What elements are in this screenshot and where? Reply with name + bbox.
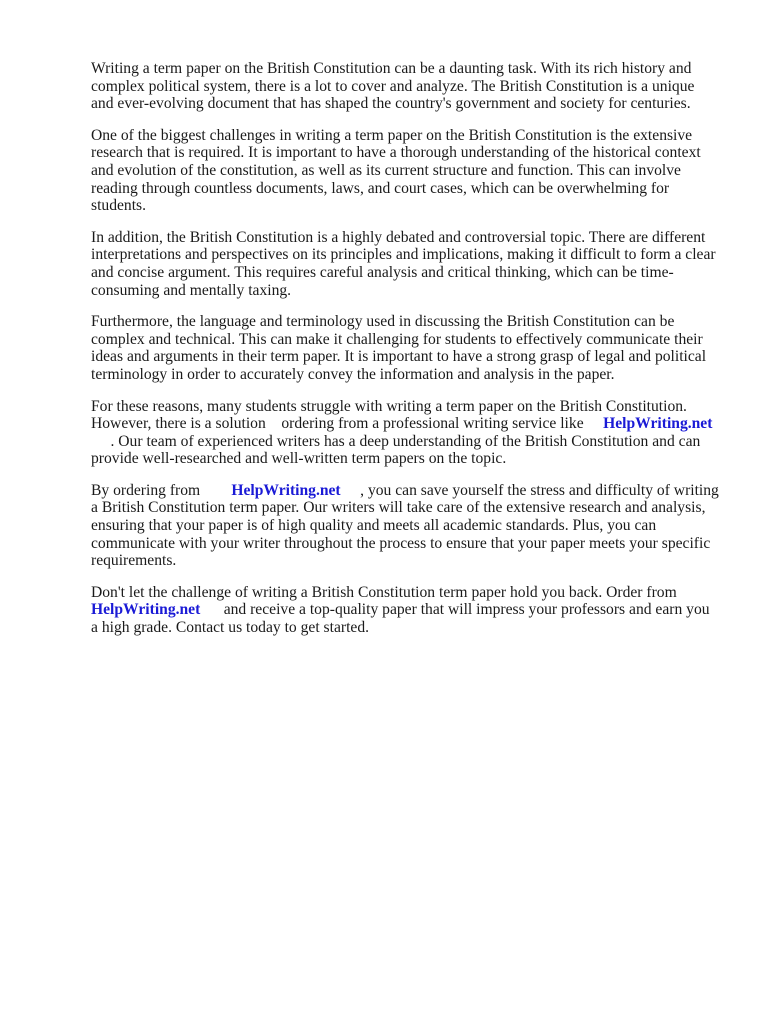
paragraph-ordering	[91, 482, 719, 570]
paragraph-solution-text-middle: ordering from a professional writing service like	[281, 415, 584, 433]
paragraph-debate: In addition, the British Constitution is a highly debated and controversial topic. There are different interpretations and perspectives on its principles and implications, making it difficult to form a clear and concise argument. This requires careful analysis and critical thinking, which can be time-consuming and mentally taxing.	[91, 228, 716, 299]
document-body	[91, 60, 719, 651]
helpwriting-link-1[interactable]: HelpWriting.net	[603, 415, 713, 433]
paragraph-intro: Writing a term paper on the British Constitution can be a daunting task. With its rich history and complex political system, there is a lot to cover and analyze. The British Constitution is a unique and ever-evolving document that has shaped the country's government and society for centuries.	[91, 60, 695, 113]
paragraph-ordering-text-end: , you can save yourself the stress and difficulty of writing a British Constitution term paper. Our writers will take care of the extensive research and analysis, ensuring that your paper is of high quality and meets all academic standards. Plus, you can communicate with your writer throughout the process to ensure that your paper meets your specific requirements.	[91, 481, 719, 570]
paragraph-cta-text-end: and receive a top-quality paper that will impress your professors and earn you a high grade. Contact us today to get started.	[91, 601, 710, 637]
paragraph-solution	[91, 398, 719, 468]
helpwriting-link-2[interactable]: HelpWriting.net	[231, 481, 341, 499]
paragraph-cta-text-start: Don't let the challenge of writing a British Constitution term paper hold you back. Order from	[91, 583, 677, 601]
paragraph-solution-text-end: . Our team of experienced writers has a deep understanding of the British Constitution and can provide well-researched and well-written term papers on the topic.	[91, 432, 701, 468]
paragraph-call-to-action	[91, 584, 719, 637]
paragraph-terminology: Furthermore, the language and terminology used in discussing the British Constitution can be complex and technical. This can make it challenging for students to effectively communicate their ideas and arguments in their term paper. It is important to have a strong grasp of legal and political terminology in order to accurately convey the information and analysis in the paper.	[91, 313, 707, 383]
paragraph-solution-text-start: For these reasons, many students struggle with writing a term paper on the British Constitution. However, there is a solution	[91, 397, 687, 433]
helpwriting-link-3[interactable]: HelpWriting.net	[91, 601, 201, 619]
paragraph-ordering-text-start: By ordering from	[91, 481, 201, 499]
paragraph-research-challenge: One of the biggest challenges in writing a term paper on the British Constitution is the extensive research that is required. It is important to have a thorough understanding of the historical context and evolution of the constitution, as well as its current structure and function. This can involve reading through countless documents, laws, and court cases, which can be overwhelming for students.	[91, 126, 701, 215]
